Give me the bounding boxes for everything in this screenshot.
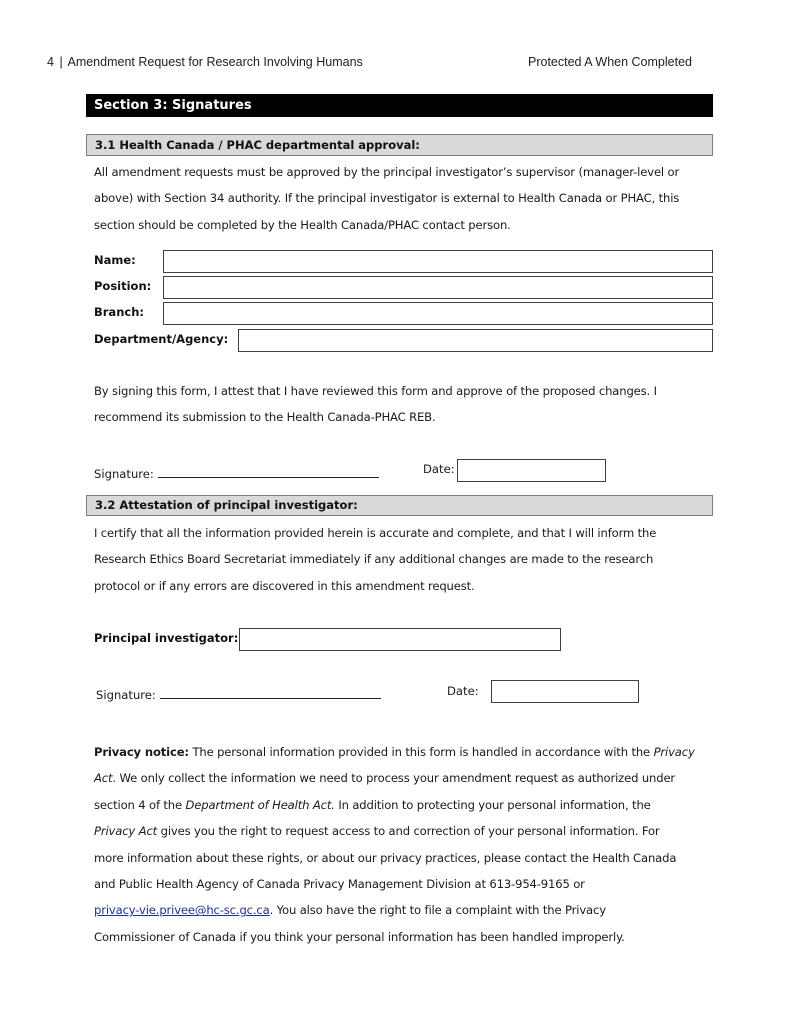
paragraph-line: recommend its submission to the Health Canada-PHAC REB. [94, 410, 436, 425]
paragraph-line: By signing this form, I attest that I have reviewed this form and approve of the proposed changes. I [94, 384, 657, 398]
paragraph-line: All amendment requests must be approved by the principal investigator’s supervisor (manager-level or [94, 165, 680, 179]
signature-label: Signature: [94, 467, 154, 481]
principal-investigator-input[interactable] [239, 628, 561, 651]
certification-paragraph [94, 520, 714, 599]
pi-signature-field[interactable] [96, 686, 381, 702]
paragraph-line: privacy-vie.privee@hc-sc.gc.ca. You also have the right to file a complaint with the Privacy [94, 903, 606, 918]
paragraph-line: Commissioner of Canada if you think your personal information has been handled improperly. [94, 929, 625, 944]
paragraph-line: and Public Health Agency of Canada Privacy Management Division at 613-954-9165 or [94, 877, 585, 892]
paragraph-line: section 4 of the Department of Health Act. In addition to protecting your personal information, the [94, 797, 651, 812]
act-name: Privacy [653, 745, 695, 759]
subsection-3-2-header: 3.2 Attestation of principal investigator: [86, 495, 713, 516]
paragraph-line: above) with Section 34 authority. If the principal investigator is external to Health Canada or PHAC, this [94, 191, 680, 206]
branch-label: Branch: [94, 305, 144, 319]
page-number: 4 [47, 55, 54, 69]
department-agency-label: Department/Agency: [94, 332, 229, 346]
position-label: Position: [94, 279, 152, 293]
privacy-email-link[interactable]: privacy-vie.privee@hc-sc.gc.ca [94, 903, 270, 918]
privacy-notice [94, 739, 714, 950]
act-name: Act [94, 771, 113, 786]
pi-date-input[interactable] [491, 680, 639, 703]
department-agency-input[interactable] [238, 329, 713, 352]
principal-investigator-label: Principal investigator: [94, 631, 239, 645]
pi-date-label: Date: [447, 684, 479, 698]
paragraph-line: section should be completed by the Health Canada/PHAC contact person. [94, 217, 511, 232]
document-title: Amendment Request for Research Involving Humans [67, 55, 363, 69]
signature-label: Signature: [96, 688, 156, 702]
privacy-notice-label: Privacy notice: [94, 745, 189, 759]
act-name: Privacy Act [94, 824, 158, 839]
signature-line[interactable] [158, 465, 379, 478]
approver-date-label: Date: [423, 462, 455, 476]
page-header-left [47, 55, 363, 69]
classification-label: Protected A When Completed [528, 55, 692, 69]
paragraph-line: I certify that all the information provided herein is accurate and complete, and that I will inform the [94, 526, 657, 540]
name-input[interactable] [163, 250, 713, 273]
approver-signature-field[interactable] [94, 465, 379, 481]
signature-line[interactable] [160, 686, 381, 699]
section-title-bar: Section 3: Signatures [86, 94, 713, 117]
header-separator: | [59, 55, 63, 69]
approval-intro-paragraph [94, 159, 714, 238]
subsection-3-1-header: 3.1 Health Canada / PHAC departmental approval: [86, 134, 713, 156]
paragraph-line: more information about these rights, or about our privacy practices, please contact the Health Canada [94, 850, 677, 865]
position-input[interactable] [163, 276, 713, 299]
act-name: Department of Health Act. [185, 797, 335, 812]
paragraph-line: Act. We only collect the information we need to process your amendment request as authorized under [94, 771, 676, 786]
paragraph-line: protocol or if any errors are discovered in this amendment request. [94, 578, 475, 593]
branch-input[interactable] [163, 302, 713, 325]
approver-date-input[interactable] [457, 459, 606, 482]
paragraph-line: Privacy notice: The personal information provided in this form is handled in accordance with the Privacy [94, 745, 695, 759]
name-label: Name: [94, 253, 136, 267]
paragraph-line: Privacy Act gives you the right to request access to and correction of your personal information. For [94, 824, 660, 839]
paragraph-line: Research Ethics Board Secretariat immediately if any additional changes are made to the research [94, 552, 654, 567]
attestation-paragraph [94, 378, 714, 431]
